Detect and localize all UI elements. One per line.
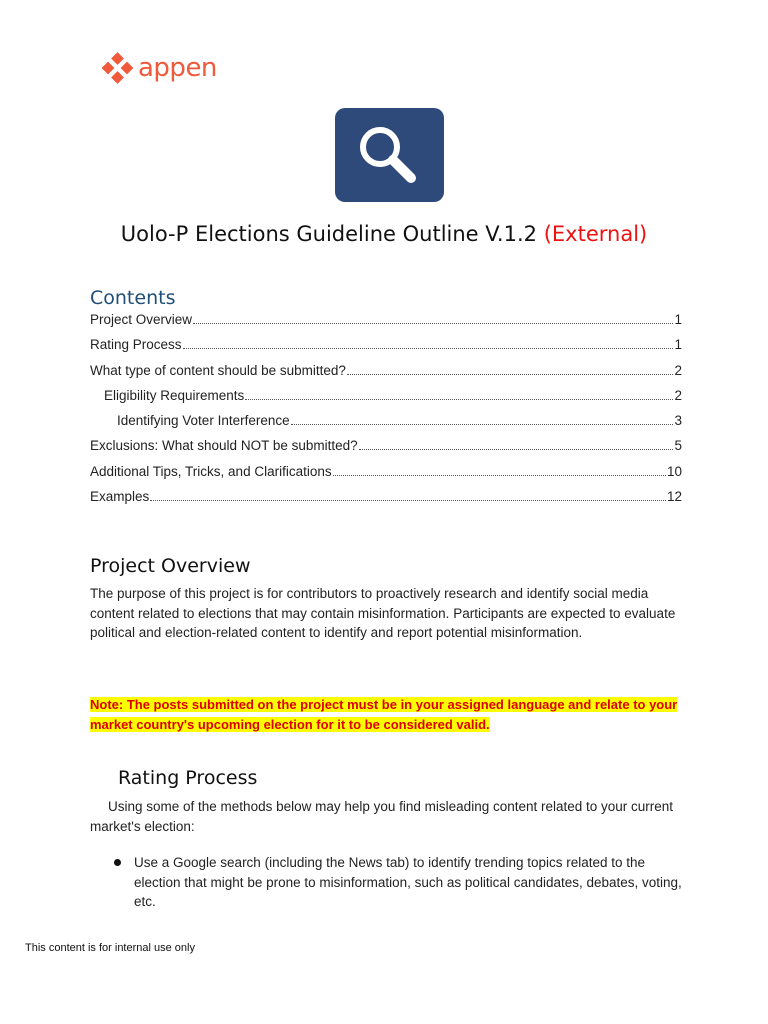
hero-search-tile [335, 108, 444, 202]
toc-item-page: 12 [666, 489, 682, 505]
toc-leader-dots [245, 399, 673, 400]
magnifier-icon [353, 121, 427, 189]
toc-item-page: 2 [674, 387, 682, 403]
toc-item[interactable] [90, 489, 682, 514]
table-of-contents [90, 312, 682, 514]
page-footer: This content is for internal use only [25, 942, 195, 954]
project-overview-body: The purpose of this project is for contributors to proactively research and identify social media content related to elections that may contain misinformation. Participants are expected to evaluate political and election-related content to identify and report potential misinformation. [90, 586, 676, 640]
toc-leader-dots [183, 348, 674, 349]
toc-item[interactable] [90, 413, 682, 438]
rating-process-intro: Using some of the methods below may help you find misleading content related to your current market's election: [90, 799, 674, 834]
toc-item-page: 10 [666, 463, 682, 479]
toc-item-page: 5 [674, 438, 682, 454]
toc-item[interactable] [90, 337, 682, 362]
document-title [0, 222, 768, 246]
toc-item-page: 2 [674, 362, 682, 378]
brand-name: appen [138, 53, 217, 83]
project-overview-heading: Project Overview [90, 555, 251, 577]
toc-item[interactable] [90, 312, 682, 337]
toc-item-label: Identifying Voter Interference [117, 413, 290, 429]
list-item: Use a Google search (including the News tab) to identify trending topics related to the election that might be prone to misinformation, such as political candidates, debates, voting, etc. [114, 853, 694, 912]
toc-item-label: Exclusions: What should NOT be submitted? [90, 438, 358, 454]
toc-item-label: Examples [90, 489, 150, 505]
appen-logo-icon [102, 52, 134, 84]
toc-leader-dots [150, 500, 666, 501]
toc-item[interactable] [90, 388, 682, 413]
toc-item[interactable] [90, 363, 682, 388]
validity-note [90, 695, 690, 734]
toc-item-page: 3 [674, 413, 682, 429]
toc-item-page: 1 [674, 312, 682, 327]
toc-item[interactable] [90, 464, 682, 489]
title-main: Uolo-P Elections Guideline Outline V.1.2 [120, 222, 538, 246]
appen-logo [102, 52, 217, 84]
toc-item[interactable] [90, 438, 682, 463]
toc-leader-dots [291, 424, 674, 425]
toc-item-label: Project Overview [90, 312, 193, 327]
toc-leader-dots [359, 449, 674, 450]
toc-item-label: What type of content should be submitted? [90, 362, 346, 378]
title-tag: (External) [543, 222, 648, 246]
contents-heading: Contents [90, 287, 176, 309]
rating-process-heading: Rating Process [118, 767, 258, 789]
toc-item-label: Eligibility Requirements [104, 387, 245, 403]
toc-item-label: Additional Tips, Tricks, and Clarifications [90, 463, 332, 479]
toc-item-label: Rating Process [90, 337, 182, 353]
toc-item-page: 1 [674, 337, 682, 353]
validity-note-text: Note: The posts submitted on the project must be in your assigned language and relate to your market country's upcoming election for it to be considered valid. [90, 697, 678, 732]
toc-leader-dots [193, 323, 673, 324]
toc-leader-dots [347, 374, 674, 375]
toc-leader-dots [333, 475, 666, 476]
